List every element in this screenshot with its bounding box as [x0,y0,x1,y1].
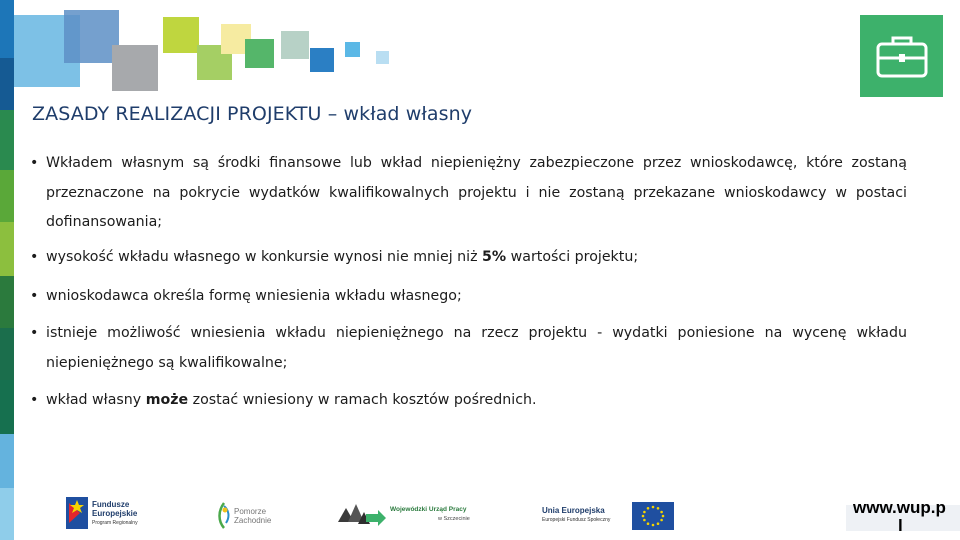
bullet-text: wkład własny może zostać wniesiony w ramach kosztów pośrednich. [46,392,537,408]
wup-line2: w Szczecinie [438,516,470,522]
bullet-text: Wkładem własnym są środki finansowe lub wkład niepieniężny zabezpieczone przez wnioskodawcę, które zostaną przeznaczone na pokrycie wydatków kwalifikowalnych projektu i nie zostaną przekazane wnioskodawcy w postaci dofinansowania; [46,155,907,230]
wup-line1: Wojewódzki Urząd Pracy [390,506,467,513]
left-color-strip [0,0,14,540]
bullet-icon: • [30,392,39,408]
eu-flag-icon [632,502,674,530]
bullet-text: wysokość wkładu własnego w konkursie wynosi nie mniej niż 5% wartości projektu; [46,249,639,265]
pomorze-zachodnie-logo [214,501,284,531]
unia-europejska-logo [540,502,675,532]
fundusze-europejskie-logo [66,497,166,531]
url-text-line2[interactable]: l [898,516,903,535]
bold-word: może [145,392,189,408]
pz-line1: Pomorze [234,507,267,516]
bullet-icon: • [30,249,39,265]
briefcase-tile [860,15,943,97]
url-text-line1[interactable]: www.wup.p [853,498,946,517]
fe-line2: Europejskie [92,509,138,518]
bullet-icon: • [30,325,39,341]
fe-line3: Program Regionalny [92,520,138,526]
bullet-item [30,282,907,312]
bullet-text: istnieje możliwość wniesienia wkładu niepieniężnego na rzecz projektu - wydatki poniesione na wycenę wkładu niepieniężnego są kwalifikowalne; [46,325,907,371]
pz-line2: Zachodnie [234,516,272,525]
bullet-item [30,386,907,416]
bullet-item [30,319,907,378]
bullet-icon: • [30,155,39,171]
bold-value: 5% [482,249,507,265]
page-title: ZASADY REALIZACJI PROJEKTU – wkład własny [32,103,473,125]
wup-szczecin-logo [338,500,483,530]
bullet-item [30,243,907,273]
pomorze-icon [214,501,234,529]
briefcase-icon [874,32,930,80]
website-url[interactable] [846,497,960,540]
wup-blocks-icon [338,500,386,528]
fe-line1: Fundusze [92,500,130,509]
bullet-text: wnioskodawca określa formę wniesienia wkładu własnego; [46,288,462,304]
ue-line2: Europejski Fundusz Społeczny [542,517,611,523]
fe-star-icon [66,497,88,529]
bullet-item [30,149,907,238]
ue-line1: Unia Europejska [542,506,605,515]
bullet-icon: • [30,288,39,304]
